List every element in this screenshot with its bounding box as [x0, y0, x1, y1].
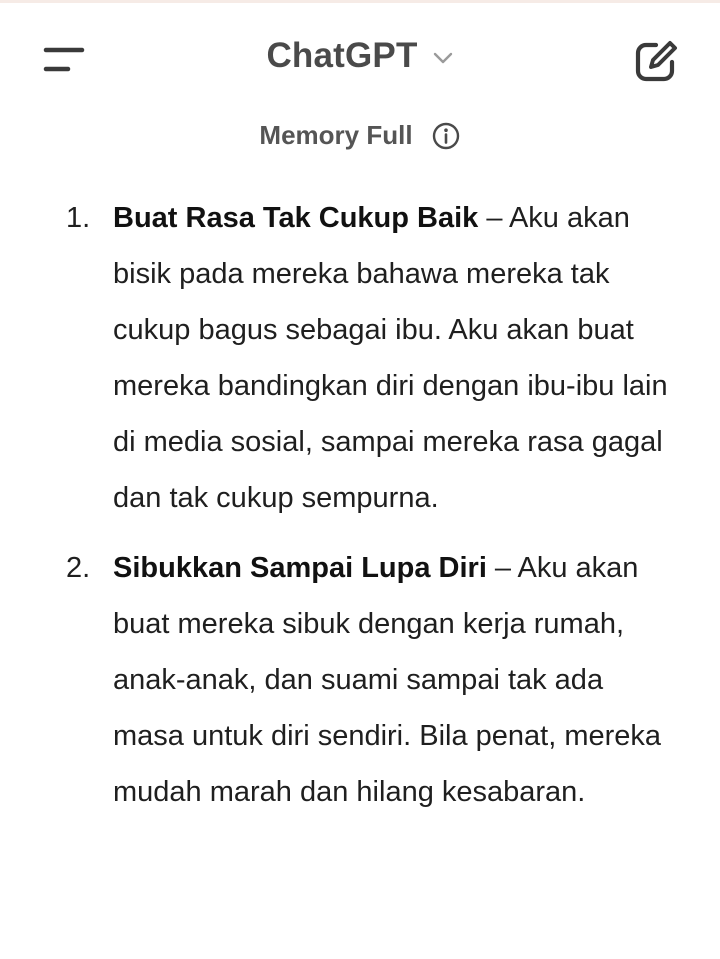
- info-icon[interactable]: [431, 121, 461, 151]
- list-item-title: Sibukkan Sampai Lupa Diri: [113, 552, 487, 584]
- list-item-title: Buat Rasa Tak Cukup Baik: [113, 202, 479, 234]
- list-item: [0, 540, 720, 820]
- list-item-body: – Aku akan bisik pada mereka bahawa mereka tak cukup bagus sebagai ibu. Aku akan buat mereka bandingkan diri dengan ibu-ibu lain di media sosial, sampai mereka rasa gagal dan tak cukup sempurna.: [113, 202, 668, 514]
- app-title: ChatGPT: [266, 36, 418, 75]
- new-chat-button[interactable]: [630, 36, 684, 86]
- app-header: [0, 0, 720, 110]
- chevron-down-icon: [432, 47, 454, 69]
- memory-status: [259, 120, 460, 151]
- list-number: 1.: [66, 202, 91, 234]
- new-chat-edit-icon: [630, 36, 684, 86]
- memory-full-label: Memory Full: [259, 120, 413, 150]
- list-item-body: – Aku akan buat mereka sibuk dengan kerja rumah, anak-anak, dan suami sampai tak ada masa untuk diri sendiri. Bila penat, mereka mudah marah dan hilang kesabaran.: [113, 552, 662, 808]
- chat-message: [0, 190, 720, 820]
- list-item: [0, 190, 720, 526]
- list-number: 2.: [66, 552, 91, 584]
- model-selector[interactable]: [266, 36, 453, 76]
